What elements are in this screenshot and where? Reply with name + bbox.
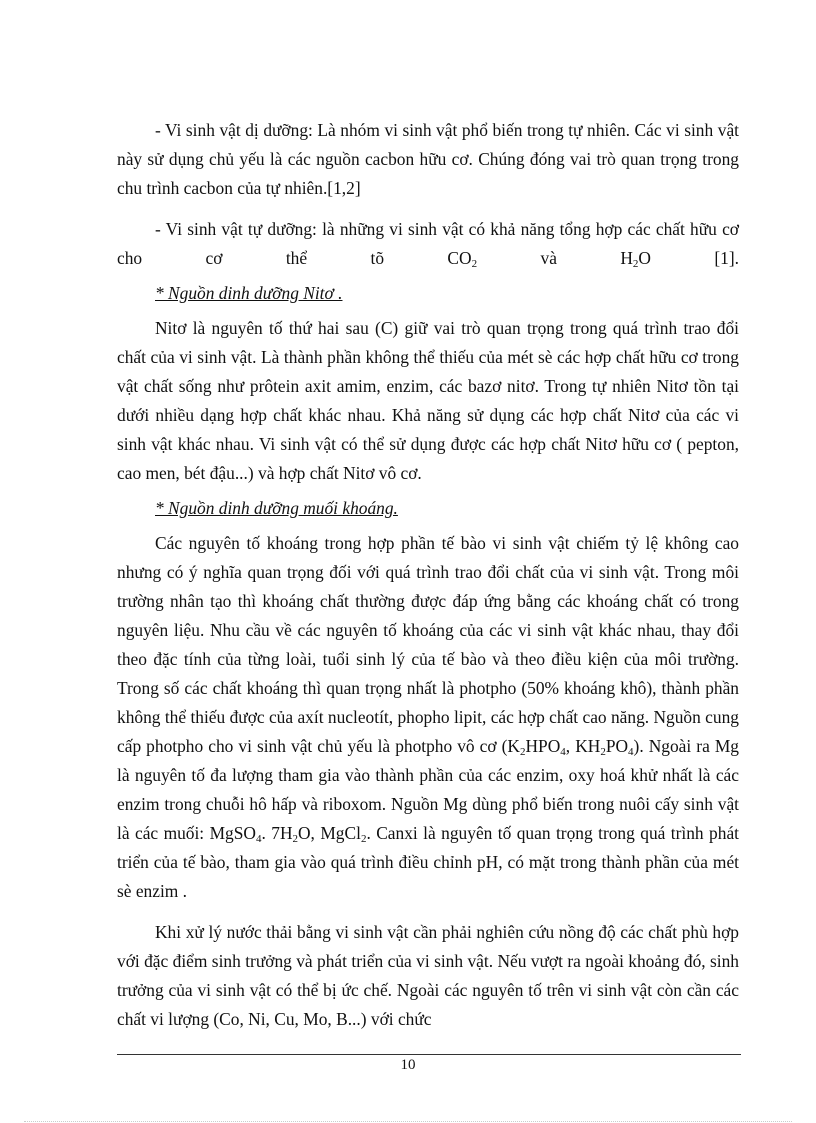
paragraph-text: và H (477, 248, 633, 268)
paragraph-text: . Canxi là nguyên tố quan trọng trong quá trình phát triển của tế bào, tham gia vào quá trình điều chỉnh pH, có mặt trong thành phần của mét sè enzim . (117, 823, 739, 901)
paragraph-text: Các nguyên tố khoáng trong hợp phần tế bào vi sinh vật chiếm tỷ lệ không cao nhưng có ý nghĩa quan trọng đối với quá trình trao đổi chất của vi sinh vật. Trong môi trường nhân tạo thì khoáng chất thường được đáp ứng bằng các khoáng chất có trong nguyên liệu. Nhu cầu về các nguyên tố khoáng của các vi sinh vật khác nhau, thay đổi theo đặc tính của từng loài, tuổi sinh lý của tế bào và theo điều kiện của môi trường. Trong số các chất khoáng thì quan trọng nhất là photpho (50% khoáng khô), thành phần không thể thiếu được của axít nucleotít, phopho lipit, các hợp chất cao năng. Nguồn cung cấp photpho cho vi sinh vật chủ yếu là photpho vô cơ (K (117, 533, 739, 756)
paragraph-text: ). Ngoài ra Mg là nguyên tố đa lượng tham gia vào thành phần của các enzim, oxy hoá khử nhất là các enzim trong chuỗi hô hấp và riboxom. Nguồn Mg dùng phổ biến trong nuôi cấy sinh vật là các muối: MgSO (117, 736, 739, 843)
subscript: 4 (255, 833, 262, 845)
page-edge-divider (24, 1121, 792, 1122)
footer-rule (117, 1054, 741, 1055)
subscript: 2 (600, 746, 606, 758)
subscript: 4 (560, 746, 566, 758)
section-heading-nitrogen: * Nguồn dinh dưỡng Nitơ . (155, 283, 343, 303)
page-body (117, 116, 739, 1040)
paragraph-text: O, MgCl (298, 823, 361, 843)
paragraph-text: Nitơ là nguyên tố thứ hai sau (C) giữ vai trò quan trọng trong quá trình trao đổi chất của vi sinh vật. Là thành phần không thể thiếu của mét sè các hợp chất hữu cơ trong vật chất sống như prôtein axit amim, enzim, các bazơ nitơ. Trong tự nhiên Nitơ tồn tại dưới nhiều dạng hợp chất khác nhau. Khả năng sử dụng các hợp chất Nitơ của các vi sinh vật khác nhau. Vi sinh vật có thể sử dụng được các hợp chất Nitơ hữu cơ ( pepton, cao men, bét đậu...) và hợp chất Nitơ vô cơ. (117, 318, 739, 483)
page-number: 10 (400, 1057, 416, 1073)
subscript: 4 (628, 746, 634, 758)
paragraph-text: - Vi sinh vật dị dưỡng: Là nhóm vi sinh vật phổ biến trong tự nhiên. Các vi sinh vật này sử dụng chủ yếu là các nguồn cacbon hữu cơ. Chúng đóng vai trò quan trọng trong chu trình cacbon của tự nhiên.[1,2] (117, 120, 739, 198)
paragraph-text: . 7H (261, 823, 293, 843)
paragraph-text: PO (605, 736, 629, 756)
subscript: 2 (292, 833, 298, 845)
paragraph-autotroph (117, 215, 739, 273)
paragraph-text: HPO (525, 736, 561, 756)
subscript: 2 (360, 833, 367, 845)
paragraph-minerals (117, 529, 739, 906)
paragraph-wastewater (117, 918, 739, 1034)
paragraph-text: O [1]. (638, 248, 739, 268)
subscript: 2 (471, 258, 478, 270)
subscript: 2 (520, 746, 526, 758)
paragraph-text: - Vi sinh vật tự dưỡng: là những vi sinh vật có khả năng tổng hợp các chất hữu cơ cho cơ thể tõ CO (117, 219, 739, 268)
paragraph-heterotroph (117, 116, 739, 203)
section-heading-minerals: * Nguồn dinh dưỡng muối khoáng. (155, 498, 398, 518)
paragraph-nitrogen (117, 314, 739, 488)
subscript: 2 (632, 258, 639, 270)
paragraph-text: Khi xử lý nước thải bằng vi sinh vật cần phải nghiên cứu nồng độ các chất phù hợp với đặc điểm sinh trưởng và phát triển của vi sinh vật. Nếu vượt ra ngoài khoảng đó, sinh trưởng của vi sinh vật có thể bị ức chế. Ngoài các nguyên tố trên vi sinh vật còn cần các chất vi lượng (Co, Ni, Cu, Mo, B...) với chức (117, 922, 739, 1029)
paragraph-text: , KH (565, 736, 601, 756)
